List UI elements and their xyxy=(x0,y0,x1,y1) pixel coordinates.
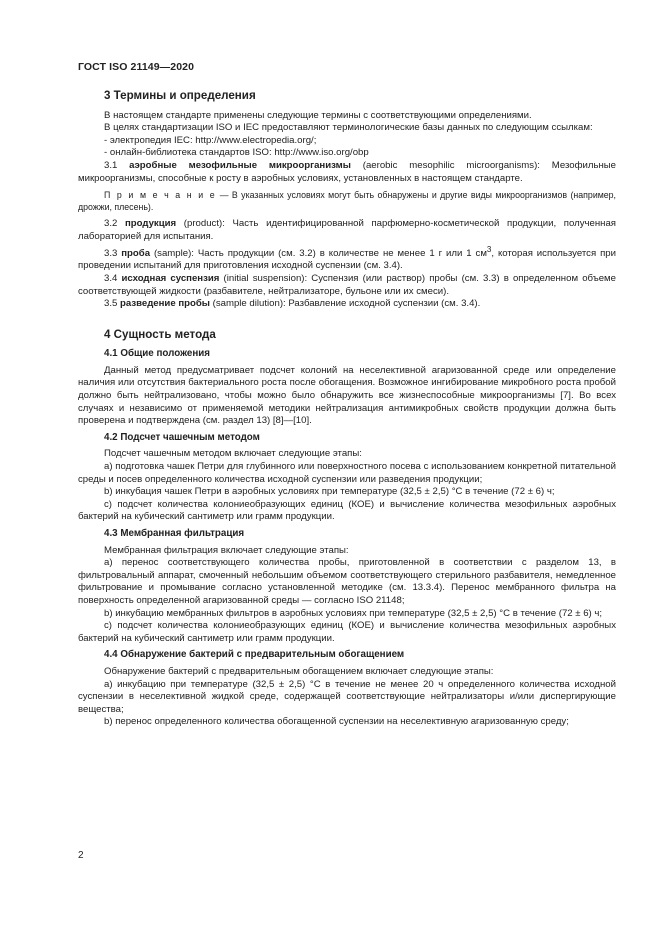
term-3-3-number: 3.3 xyxy=(104,247,122,259)
subsection-4-1-text: Данный метод предусматривает подсчет колоний на неселективной агаризованной среде или определение наличия или отсутствия бактериального роста после обогащения. Возможное ингибирование микробного роста пробой должно быть нейтрализовано, чтобы можно было обнаружить все жизнеспособные микроорганизмы [7]. Во всех случаях и независимо от применяемой методики нейтрализация антимикробных свойств продукции должна быть проверена и подтверждена (см. раздел 13) [8]—[10]. xyxy=(78,364,616,427)
note-label: П р и м е ч а н и е xyxy=(104,190,217,201)
list-item-4-3-a: a) перенос соответствующего количества пробы, приготовленной в соответствии с разделом 13, в фильтровальный аппарат, смоченный небольшим объемом соответствующего стерильного разбавителя, немедленное фильтрование и промывание согласно установленной методике (см. 13.3.4). Перенос мембранного фильтра на поверхность определенной агаризованной среды — согласно ISO 21148; xyxy=(78,557,616,606)
section-3-intro: В настоящем стандарте применены следующие термины с соответствующими определениями. xyxy=(104,109,532,121)
iso-obp-link: - онлайн-библиотека стандартов ISO: http://www.iso.org/obp xyxy=(104,147,369,159)
term-3-5-definition: (sample dilution): Разбавление исходной суспензии (см. 3.4). xyxy=(209,298,481,310)
subsection-4-2-heading: 4.2 Подсчет чашечным методом xyxy=(104,431,260,443)
term-3-2 xyxy=(78,218,616,243)
note-3-1 xyxy=(78,190,616,213)
document-body xyxy=(78,90,616,729)
term-3-4-name: исходная суспензия xyxy=(121,272,220,284)
list-item-4-3-b: b) инкубацию мембранных фильтров в аэробных условиях при температуре (32,5 ± 2,5) °С в течение (72 ± 6) ч; xyxy=(104,607,603,619)
subsection-4-4-intro: Обнаружение бактерий с предварительным обогащением включает следующие этапы: xyxy=(104,665,494,677)
list-item-4-2-b: b) инкубация чашек Петри в аэробных условиях при температуре (32,5 ± 2,5) °С в течение (72 ± 6) ч; xyxy=(104,486,555,498)
cubic-superscript: 3 xyxy=(486,244,492,254)
electropedia-link: - электропедия IEC: http://www.electropedia.org/; xyxy=(104,134,317,146)
list-item-4-3-c: c) подсчет количества колониеобразующих единиц (КОЕ) и вычисление количества мезофильных аэробных бактерий на кубический сантиметр или грамм продукции. xyxy=(78,620,616,644)
term-3-5-number: 3.5 xyxy=(104,298,121,310)
term-3-2-definition: (product): Часть идентифицированной парфюмерно-косметической продукции, полученная лабораторией для испытания. xyxy=(78,218,616,242)
section-3-databases: В целях стандартизации ISO и IEC предоставляют терминологические базы данных по следующим ссылкам: xyxy=(104,122,593,134)
term-3-1-definition: (aerobic mesophilic microorganisms): Мезофильные микроорганизмы, способные к росту в аэробных условиях, установленных в настоящем стандарте. xyxy=(78,159,616,184)
list-item-4-2-a: a) подготовка чашек Петри для глубинного или поверхностного посева с использованием конкретной питательной среды и посев определенного количества исходной суспензии или разведения продукции; xyxy=(78,461,616,485)
term-3-5-name: разведение пробы xyxy=(120,298,210,310)
document-header: ГОСТ ISO 21149—2020 xyxy=(78,61,195,73)
subsection-4-4-heading: 4.4 Обнаружение бактерий с предварительным обогащением xyxy=(104,649,405,661)
term-3-5 xyxy=(78,298,616,311)
term-3-4-definition: (initial suspension): Суспензия (или раствор) пробы (см. 3.3) в определенном объеме соответствующей жидкости (разбавителе, нейтрализаторе, бульоне или их смеси). xyxy=(78,272,616,297)
section-4-heading: 4 Сущность метода xyxy=(104,327,216,341)
term-3-2-name: продукция xyxy=(125,218,177,230)
list-item-4-4-a: a) инкубацию при температуре (32,5 ± 2,5) °С в течение не менее 20 ч определенного количества исходной суспензии в неселективной жидкой среде, содержащей соответствующие нейтрализаторы и/или диспергирующие вещества; xyxy=(78,678,616,715)
term-3-4-number: 3.4 xyxy=(104,272,122,284)
note-text: — В указанных условиях могут быть обнаружены и другие виды микроорганизмов (например, дрожжи, плесень). xyxy=(78,190,617,212)
term-3-3 xyxy=(78,244,616,273)
term-3-3-definition-b: , которая используется при проведении испытаний для приготовления исходной суспензии (см. 3.4). xyxy=(78,247,616,272)
term-3-3-name: проба xyxy=(121,247,151,259)
list-item-4-4-b: b) перенос определенного количества обогащенной суспензии на неселективную агаризованную среду; xyxy=(104,716,569,728)
list-item-4-2-c: c) подсчет количества колониеобразующих единиц (КОЕ) и вычисление количества мезофильных аэробных бактерий на кубический сантиметр или грамм продукции. xyxy=(78,498,616,523)
page-number: 2 xyxy=(78,850,84,861)
term-3-2-number: 3.2 xyxy=(104,218,125,230)
term-3-4 xyxy=(78,273,616,298)
section-3-heading: 3 Термины и определения xyxy=(104,89,256,102)
subsection-4-3-heading: 4.3 Мембранная фильтрация xyxy=(104,528,245,539)
subsection-4-3-intro: Мембранная фильтрация включает следующие этапы: xyxy=(104,544,349,556)
subsection-4-2-intro: Подсчет чашечным методом включает следующие этапы: xyxy=(104,448,362,460)
term-3-1 xyxy=(78,160,616,185)
term-3-3-definition-a: (sample): Часть продукции (см. 3.2) в количестве не менее 1 г или 1 см xyxy=(150,247,487,259)
term-3-1-number: 3.1 xyxy=(104,159,130,171)
subsection-4-1-heading: 4.1 Общие положения xyxy=(104,348,211,360)
term-3-1-name: аэробные мезофильные микроорганизмы xyxy=(129,159,351,171)
